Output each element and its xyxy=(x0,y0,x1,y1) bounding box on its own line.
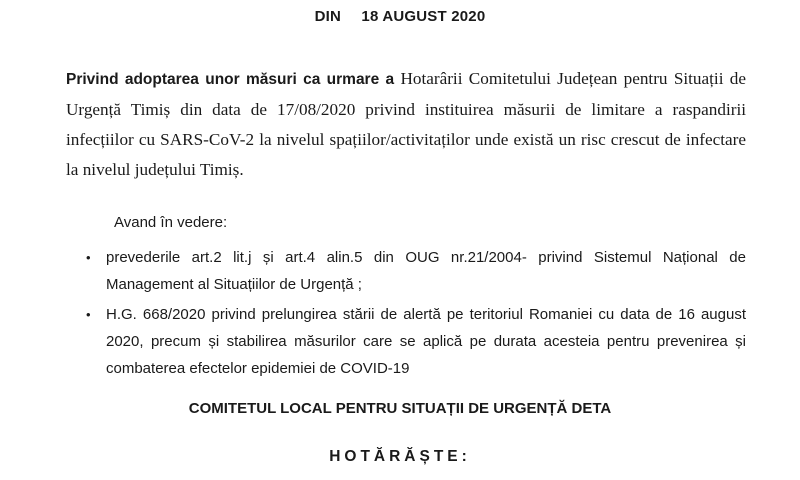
subject-lead: Privind adoptarea unor măsuri ca urmare a xyxy=(66,71,395,88)
list-item xyxy=(86,244,746,298)
subject-body: Hotarârii Comitetului Județean pentru Situații de Urgență Timiș din data de 17/08/2020 privind instituirea măsurii de limitare a raspandirii infecțiilor cu SARS-CoV-2 la nivelul spațiilor/activitaților unde există un risc crescut de infectare la nivelul județului Timiș. xyxy=(66,69,746,179)
bullet-marker: • xyxy=(86,307,91,322)
considerations-list xyxy=(0,244,800,385)
considering-label: Avand în vedere: xyxy=(114,214,228,231)
decision-date-line xyxy=(0,8,800,25)
list-item xyxy=(86,301,746,382)
list-item-text: prevederile art.2 lit.j și art.4 alin.5 din OUG nr.21/2004- privind Sistemul Național de Management al Situațiilor de Urgență ; xyxy=(106,249,746,293)
decision-heading: HOTĂRĂȘTE: xyxy=(329,448,471,465)
list-item-text: H.G. 668/2020 privind prelungirea stării de alertă pe teritoriul Romaniei cu data de 16 august 2020, precum și stabilirea măsurilor care se aplică pe durata acesteia pentru prevenirea și combaterea efectelor epidemiei de COVID-19 xyxy=(106,306,746,377)
bullet-marker: • xyxy=(86,250,91,265)
din-label: DIN xyxy=(314,8,342,25)
committee-title: COMITETUL LOCAL PENTRU SITUAȚII DE URGENȚĂ DETA xyxy=(188,400,612,417)
decision-date: 18 AUGUST 2020 xyxy=(361,8,486,25)
subject-paragraph xyxy=(66,64,746,185)
